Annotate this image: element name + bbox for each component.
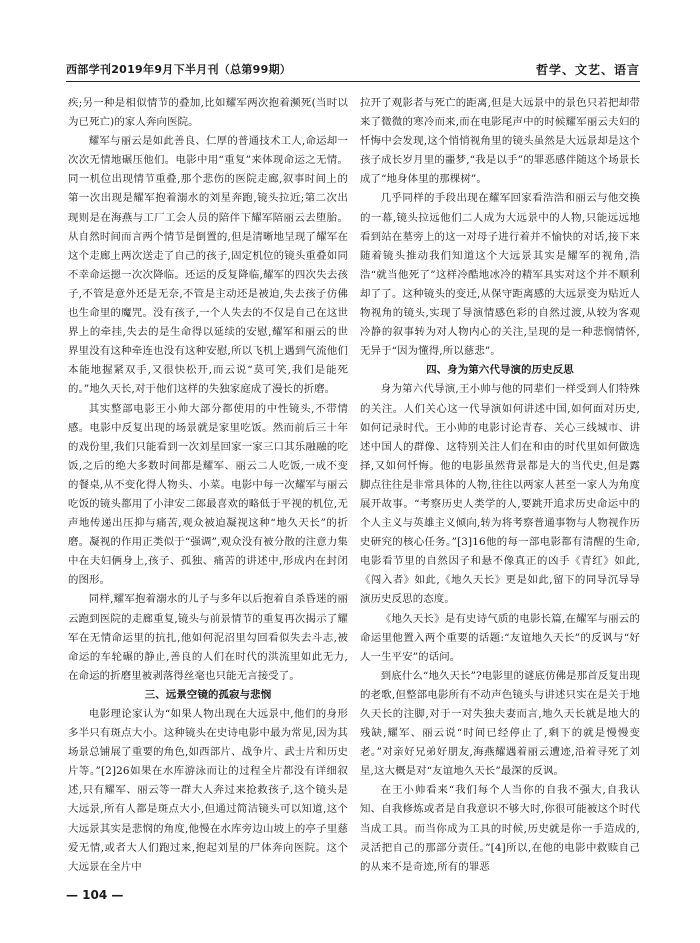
- left-column: [68, 94, 348, 877]
- header-divider: [66, 81, 640, 82]
- paragraph: 拉开了观影者与死亡的距离,但是大远景中的景色只若把却带来了微微的寒冷而来,而在电影尾声中的时候耀军丽云夫妇的忏悔中会发现,这个悄悄视角里的镜头虽然是大远景却是这个孩子成长岁月里的噩梦,“我是以手”的罪恶感伴随这个场景长成了“地身体里的那棵树”。: [360, 97, 640, 186]
- section-heading: 四、身为第六代导演的历史反思: [426, 364, 574, 377]
- paragraph: 在王小帅看来“我们每个人当你的自我不强大,自我认知、自我修炼或者是自我意识不够大时,你很可能被这个时代当成工具。而当你成为工具的时候,历史就是你一手造成的,灵活把自己的那部分责任。”[4]所以,在他的电影中救赎自己的从来不是奇迹,所有的罪恶: [360, 784, 640, 873]
- right-column: [360, 94, 640, 877]
- paragraph: 其实整部电影王小帅大部分都使用的中性镜头,不带情感。电影中反复出现的场景就是家里吃饭。然而前后三十年的戏份里,我们只能看到一次刘星回家一家三口其乐融融的吃饭,之后的绝大多数时间都是耀军、丽云二人吃饭,一成不变的餐桌,从不变化得人物头、小菜。电影中每一次耀军与丽云吃饭的镜头都用了小津安二郎最喜欢的略低于平视的机位,无声地传递出压抑与痛苦,观众被迫凝视这种“地久天长”的折磨。凝视的作用正类似于“强调”,观众没有被分散的注意力集中在夫妇俩身上,孩子、孤独、痛苦的讲述中,形成内在封闭的图形。: [68, 402, 348, 587]
- paragraph: 同样,耀军抱着溺水的儿子与多年以后抱着自杀昏迷的丽云跑到医院的走廊重复,镜头与前景情节的重复再次揭示了耀军在无情命运里的抗扎,他如何泥沼里勾回看似失去斗志,被命运的车轮碾的静止,善良的人们在时代的洪流里如此无力,在命运的折磨里被剥落得丝毫也只能无言接受了。: [68, 593, 348, 682]
- paragraph: 身为第六代导演,王小帅与他的同辈们一样受到人们特殊的关注。人们关心这一代导演如何讲述中国,如何面对历史,如何记录时代。王小帅的电影讨论青春、关心三线城市、讲述中国人的群像、这特别关注人们在和由的时代里如何做选择,又如何忏悔。他的电影虽然背景都是大的当代史,但是露脚点往往是非常具体的人物,往往以两家人甚至一家人为角度展开故事。“考察历史人类学的人,要跳开追求历史命运中的个人主义与英雄主义倾向,转为将考察普通事物与人物视作历史研究的核心任务。”[3]16他的每一部电影都有清醒的生命,电影看节里的自然因子和悬不像真正的凶手《青红》如此,《闯入者》如此,《地久天长》更是如此,留下的同导沉导导演历史反思的态度。: [360, 383, 640, 606]
- paragraph: 疾;另一种是相似情节的叠加,比如耀军两次抱着濒死(当时以为已死亡)的家人奔向医院。: [68, 97, 348, 129]
- paragraph: 电影理论家认为“如果人物出现在大远景中,他们的身形多半只有斑点大小。这种镜头在史诗电影中最为常见,因为其场景总铺展了重要的角色,如西部片、战争片、武士片和历史片等。”[2]26如果在水库游泳而让的过程全片都没有详细叙述,只有耀军、丽云等一群大人奔过来抢救孩子,这个镜头是大远景,所有人都是斑点大小,但通过简洁镜头可以知道,这个大远景其实是悲悯的角度,他慢在水库旁边山坡上的亭子里慈爱无情,或者大人们跑过来,抱起刘星的尸体奔向医院。这个大远景在全片中: [68, 708, 348, 873]
- section-heading: 三、远景空镜的孤寂与悲悯: [144, 688, 272, 701]
- paragraph: 到底什么“地久天长”?电影里的谜底仿佛是那首反复出现的老歌,但整部电影所有不动声色镜头与讲述只实在是关于地久天长的注脚,对于一对失独夫妻而言,地久天长就是地大的残缺,耀军、丽云说“时间已经停止了,剩下的就是慢慢变老。”对亲好兄弟好朋友,海燕耀遇着丽云遭迹,沿着寻死了刘星,这大概是对“友谊地久天长”最深的反讽。: [360, 669, 640, 778]
- paragraph: 《地久天长》是有史诗气质的电影长篇,在耀军与丽云的命运里他置入两个重要的话题:“友谊地久天长”的反讽与“好人一生平安”的话问。: [360, 612, 640, 663]
- paragraph: 耀军与丽云是如此善良、仁厚的普通技术工人,命运却一次次无情地碾压他们。电影中用“重复”来体现命运之无情。同一机位出现情节重叠,那个悲伤的医院走廊,叙事时间上的第一次出现是耀军抱着溺水的刘星奔跑,镜头拉近;第二次出现则是在海燕与工厂工会人员的陪伴下耀军陪丽云去堕胎。从自然时间而言两个情节是倒置的,但是清晰地呈现了耀军在这个走廊上两次送走了自己的孩子,固定机位的镜头重叠如同不幸命运摁一次次降临。还运的反复降临,耀军的四次失去孩子,不管是意外还是无奈,不管是主动还是被迫,失去孩子仿佛也生命里的魔咒。没有孩子,一个人失去的不仅是自己在这世界上的牵挂,失去的是生命得以延续的安慰,耀军和丽云的世界里没有这种牵连也没有这种安慰,所以飞机上遇到气流他们本能地握紧双手,又很快松开,而云说“莫可笑,我们是能死的。”地久天长,对于他们这样的失独家庭成了漫长的折磨。: [68, 135, 348, 396]
- running-header: [66, 60, 640, 82]
- paragraph: 几乎同样的手段出现在耀军回家看浩浩和丽云与他交换的一幕,镜头拉远他们二人成为大远景中的人物,只能远远地看到站在墓旁上的这一对母子进行着并不愉快的对话,接下来随着镜头推动我们知道这个大远景其实是耀军的视角,浩浩“就当他死了”这样冷酷地冰冷的精军具实对这个并不顺利却了了。这种镜头的变迁,从保守距离感的大远景变为贴近人物视角的镜头,实现了导演情感色彩的自然过渡,从较为客观冷静的叙事转为对人物内心的关注,呈现的是一种悲悯情怀,无异于“因为懂得,所以慈悲”。: [360, 192, 640, 358]
- section-title: 哲学、文艺、语言: [535, 63, 640, 77]
- page-number: — 104 —: [66, 888, 124, 902]
- journal-title: 西部学刊2019年9月下半月刊（总第99期）: [66, 63, 292, 76]
